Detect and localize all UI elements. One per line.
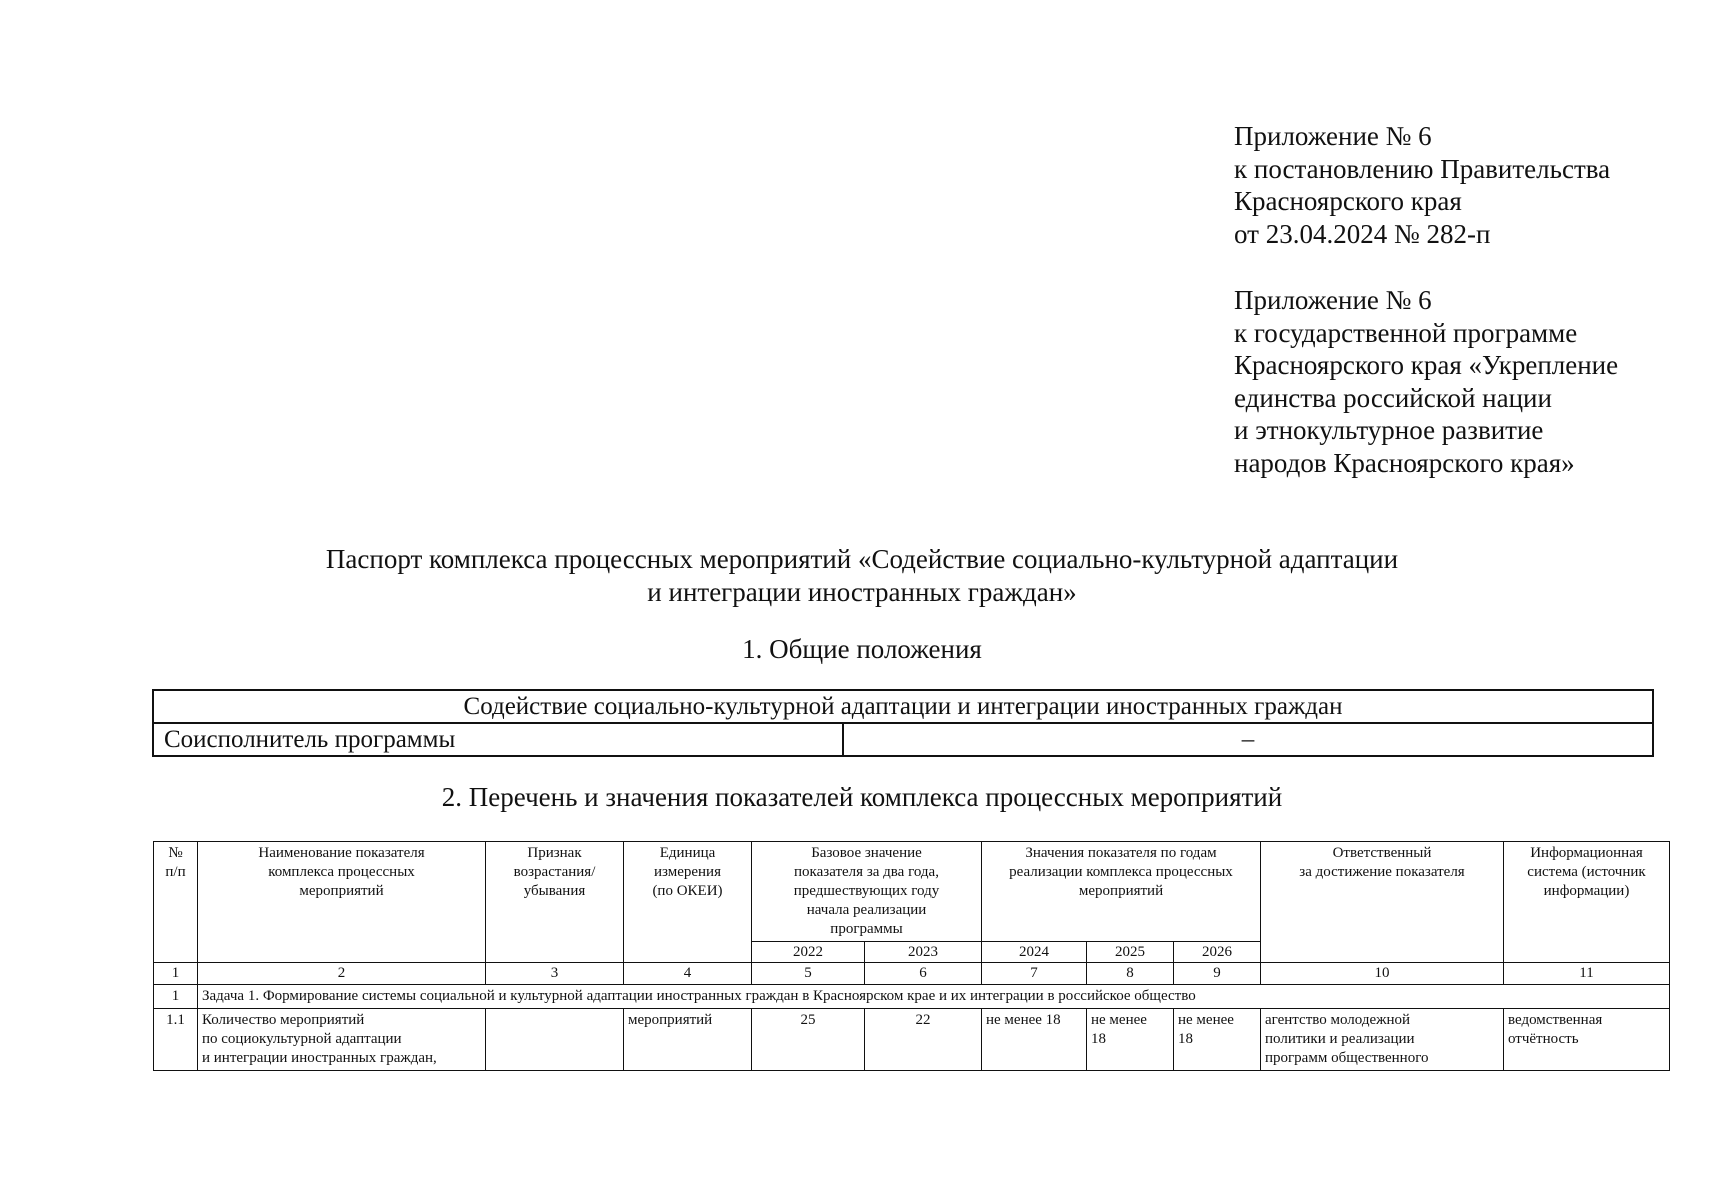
header-sign: Признак возрастания/ убывания (486, 842, 624, 963)
value-2026-cell: не менее 18 (1174, 1009, 1261, 1071)
value-2022-cell: 25 (752, 1009, 865, 1071)
table-header-row (154, 842, 1670, 942)
appendix-program-line: Красноярского края «Укрепление (1234, 350, 1619, 380)
year-cell: 2026 (1174, 942, 1261, 963)
column-number: 3 (486, 963, 624, 985)
year-cell: 2023 (865, 942, 982, 963)
responsible-cell: агентство молодежной политики и реализации программ общественного (1261, 1009, 1504, 1071)
column-numbers-row (154, 963, 1670, 985)
appendix-program-line: народов Красноярского края» (1234, 447, 1575, 478)
co-executor-value: – (843, 723, 1653, 756)
document-title-line: Паспорт комплекса процессных мероприятий «Содействие социально-культурной адаптации (325, 544, 1399, 574)
column-number: 7 (982, 963, 1087, 985)
general-provisions-table (152, 689, 1654, 757)
column-number: 2 (198, 963, 486, 985)
year-cell: 2024 (982, 942, 1087, 963)
indicator-name-cell: Количество мероприятий по социокультурной адаптации и интеграции иностранных граждан, (198, 1009, 486, 1071)
appendix-program-line: Приложение № 6 (1234, 285, 1432, 315)
document-title-line: и интеграции иностранных граждан» (647, 577, 1077, 607)
info-source-cell: ведомственная отчётность (1504, 1009, 1670, 1071)
appendix-program-line: и этнокультурное развитие (1234, 415, 1544, 445)
indicators-table (153, 841, 1670, 1071)
value-2023-cell: 22 (865, 1009, 982, 1071)
value-2025-cell: не менее 18 (1087, 1009, 1174, 1071)
unit-cell: мероприятий (624, 1009, 752, 1071)
column-number: 11 (1504, 963, 1670, 985)
table-row (153, 690, 1653, 723)
appendix-decree-line: к постановлению Правительства (1234, 153, 1611, 184)
sign-cell (486, 1009, 624, 1071)
row-number: 1.1 (154, 1009, 198, 1071)
co-executor-label: Соисполнитель программы (153, 723, 843, 756)
section2-heading: 2. Перечень и значения показателей комплекса процессных мероприятий (441, 782, 1283, 812)
complex-name-cell: Содействие социально-культурной адаптации и интеграции иностранных граждан (153, 690, 1653, 723)
table-row (154, 1009, 1670, 1071)
header-values-by-year: Значения показателя по годам реализации комплекса процессных мероприятий (982, 842, 1261, 942)
table-row (153, 723, 1653, 756)
document-title (0, 543, 1724, 609)
task-number: 1 (154, 985, 198, 1009)
column-number: 1 (154, 963, 198, 985)
task-row (154, 985, 1670, 1009)
year-cell: 2025 (1087, 942, 1174, 963)
header-info-system: Информационная система (источник информации) (1504, 842, 1670, 963)
appendix-program-line: к государственной программе (1234, 317, 1578, 348)
task-text: Задача 1. Формирование системы социальной и культурной адаптации иностранных граждан в Красноярском крае и их интеграции в российское общество (198, 985, 1670, 1009)
appendix-decree-line: Красноярского края (1234, 186, 1462, 216)
header-number: № п/п (154, 842, 198, 963)
column-number: 5 (752, 963, 865, 985)
section1-heading: 1. Общие положения (742, 634, 982, 664)
header-unit: Единица измерения (по ОКЕИ) (624, 842, 752, 963)
year-cell: 2022 (752, 942, 865, 963)
header-responsible: Ответственный за достижение показателя (1261, 842, 1504, 963)
appendix-decree-line: Приложение № 6 (1234, 121, 1432, 151)
header-base-value: Базовое значение показателя за два года, предшествующих году начала реализации программы (752, 842, 982, 942)
appendix-decree-block (1234, 120, 1714, 250)
value-2024-cell: не менее 18 (982, 1009, 1087, 1071)
column-number: 6 (865, 963, 982, 985)
header-indicator-name: Наименование показателя комплекса процессных мероприятий (198, 842, 486, 963)
appendix-program-block (1234, 284, 1714, 479)
column-number: 8 (1087, 963, 1174, 985)
column-number: 4 (624, 963, 752, 985)
appendix-program-line: единства российской нации (1234, 382, 1552, 413)
column-number: 9 (1174, 963, 1261, 985)
appendix-decree-line: от 23.04.2024 № 282-п (1234, 218, 1491, 249)
column-number: 10 (1261, 963, 1504, 985)
